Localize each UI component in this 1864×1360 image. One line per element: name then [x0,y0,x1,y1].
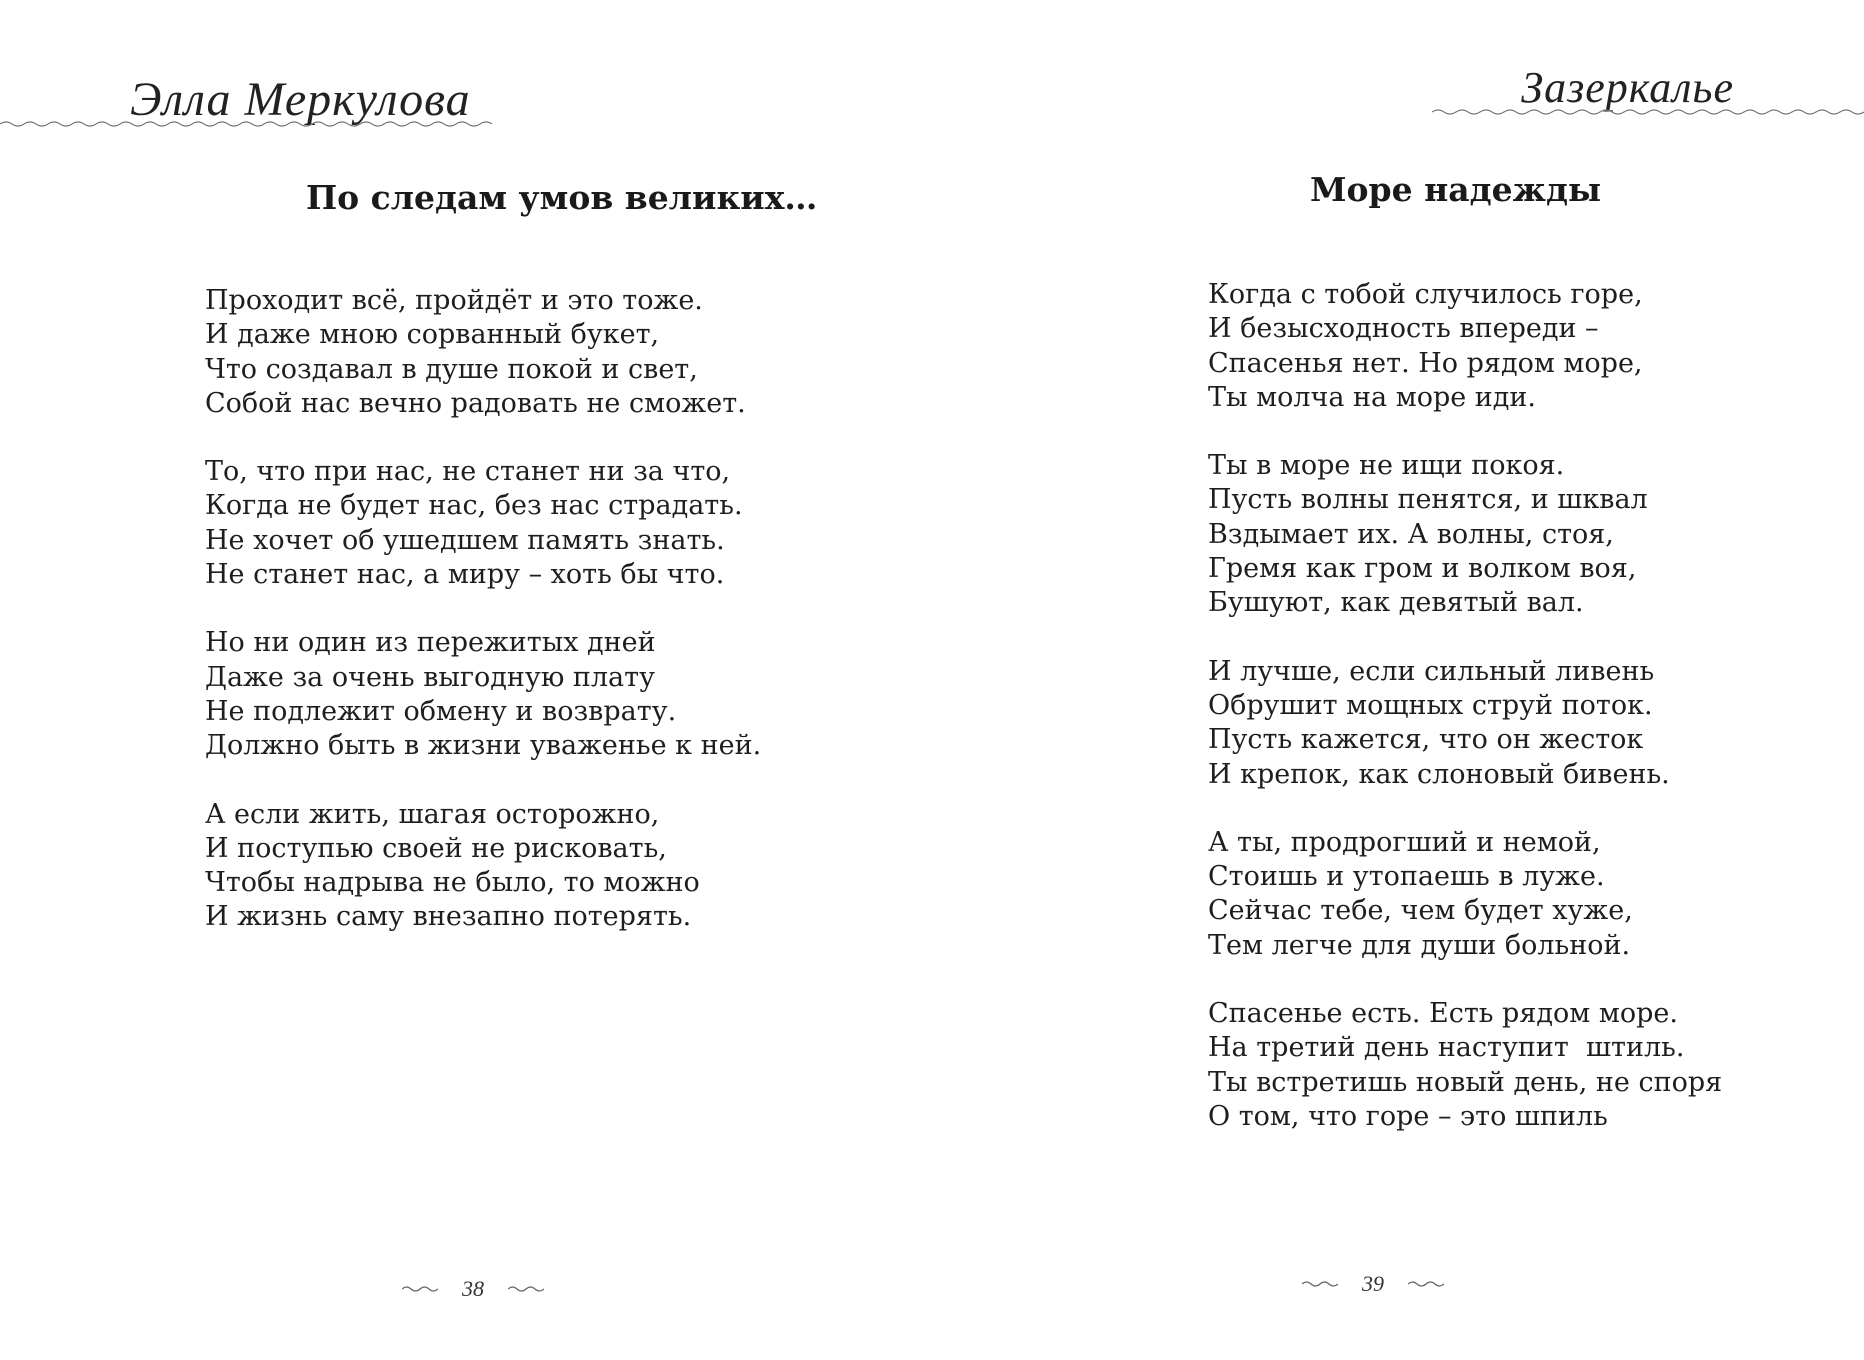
stanza [1208,655,1722,792]
footer-wave-ornament [402,1284,438,1294]
verse-line: Стоишь и утопаешь в луже. [1208,861,1605,893]
page-number-footer [1302,1271,1444,1297]
stanza [1208,449,1722,620]
verse-line: Собой нас вечно радовать не сможет. [205,387,746,419]
verse-line: Когда с тобой случилось горе, [1208,279,1643,310]
verse-line: Пусть кажется, что он жесток [1208,724,1644,756]
verse-line: И жизнь саму внезапно потерять. [205,901,692,933]
stanza [205,455,761,592]
verse-line: Что создавал в душе покой и свет, [205,353,698,385]
verse-line: Не подлежит обмену и возврату. [205,695,677,727]
verse-line: Вздымает их. А волны, стоя, [1208,518,1614,550]
verse-line: На третий день наступит штиль. [1208,1032,1685,1064]
verse-line: Обрушит мощных струй поток. [1208,689,1653,721]
stanza [205,626,761,763]
stanza [1208,826,1722,963]
verse-line: Не станет нас, а миру – хоть бы что. [205,559,725,591]
verse-line: Проходит всё, пройдёт и это тоже. [205,285,703,316]
poem-title: Море надежды [1310,170,1602,209]
stanza [1208,997,1722,1134]
verse-line: Ты в море не ищи покоя. [1208,450,1565,482]
verse-line: Не хочет об ушедшем память знать. [205,524,725,556]
page-number: 38 [462,1276,484,1301]
stanza [1208,278,1722,415]
verse-line: То, что при нас, не станет ни за что, [205,456,731,488]
verse-line: Когда не будет нас, без нас страдать. [205,490,743,522]
verse-line: Сейчас тебе, чем будет хуже, [1208,895,1633,927]
verse-line: Гремя как гром и волком воя, [1208,553,1637,585]
verse-line: О том, что горе – это шпиль [1208,1100,1608,1132]
verse-line: И даже мною сорванный букет, [205,319,660,351]
stanza [205,284,761,421]
author-running-head: Элла Меркулова [130,73,471,126]
verse-line: Даже за очень выгодную плату [205,661,655,693]
verse-line: И лучше, если сильный ливень [1208,655,1655,687]
header-wave-rule [0,118,495,130]
page-number: 39 [1362,1271,1384,1296]
verse-line: Ты встретишь новый день, не споря [1208,1066,1723,1098]
verse-line: И крепок, как слоновый бивень. [1208,758,1670,790]
stanza [205,798,761,935]
footer-wave-ornament [1302,1279,1338,1289]
verse-line: И поступью своей не рисковать, [205,832,667,864]
book-title-running-head: Зазеркалье [1521,63,1734,112]
footer-wave-ornament [508,1284,544,1294]
poem-title: По следам умов великих… [306,178,818,217]
verse-line: А если жить, шагая осторожно, [205,798,660,830]
verse-line: А ты, продрогший и немой, [1208,826,1601,858]
verse-line: Спасенья нет. Но рядом море, [1208,347,1643,379]
right-page [932,0,1864,1360]
verse-line: Чтобы надрыва не было, то можно [205,867,700,899]
verse-line: Но ни один из пережитых дней [205,627,656,659]
page-number-footer [402,1276,544,1302]
verse-line: Бушуют, как девятый вал. [1208,587,1584,619]
verse-line: Должно быть в жизни уваженье к ней. [205,730,762,762]
verse-line: Спасенье есть. Есть рядом море. [1208,998,1678,1030]
verse-line: Ты молча на море иди. [1208,381,1536,413]
poem-body [1208,278,1722,1168]
verse-line: Тем легче для души больной. [1208,929,1631,961]
footer-wave-ornament [1408,1279,1444,1289]
verse-line: Пусть волны пенятся, и шквал [1208,484,1648,516]
verse-line: И безысходность впереди – [1208,313,1599,345]
poem-body [205,284,761,969]
header-wave-rule [1432,106,1864,118]
